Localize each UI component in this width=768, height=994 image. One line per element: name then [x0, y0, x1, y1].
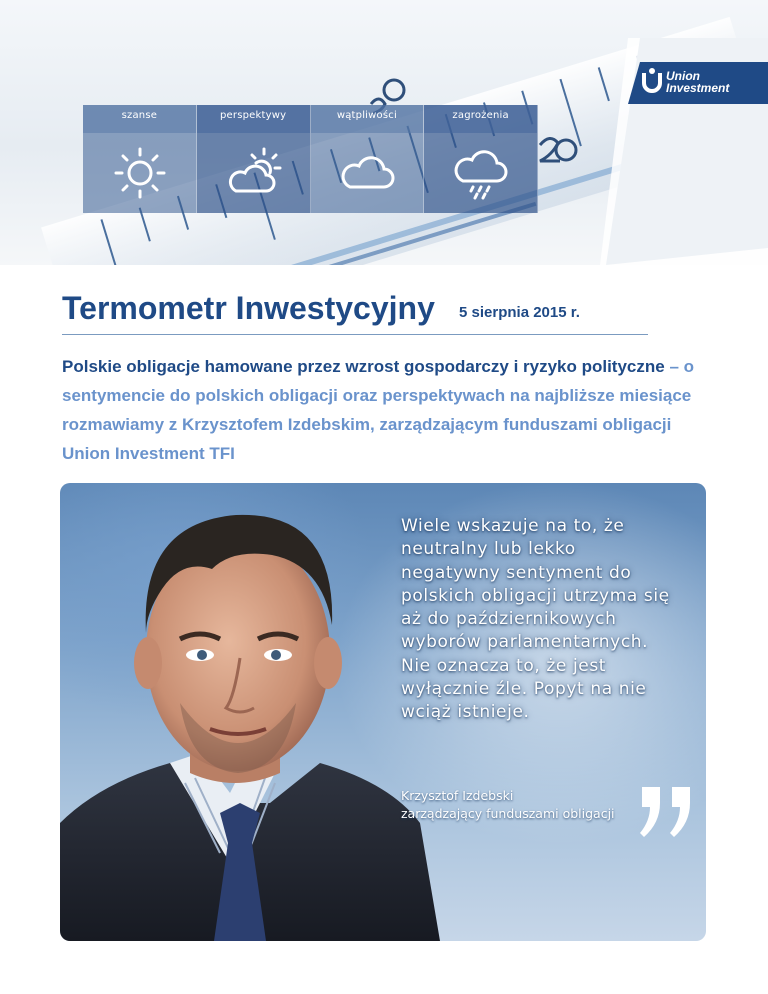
lead-paragraph: [62, 352, 712, 468]
weather-cell-doubts: [311, 105, 425, 213]
logo-line1: Union: [666, 69, 700, 83]
lead-body: – o sentymencie do polskich obligacji oraz perspektywach na najbliższe miesiące rozmawiamy z Krzysztofem Izdebskim, zarządzającym funduszami obligacji Union Investment TFI: [62, 357, 695, 463]
weather-label: perspektywy: [220, 110, 287, 121]
author-name: Krzysztof Izdebski: [401, 788, 514, 803]
thermometer-header: [0, 0, 768, 265]
lead-headline: Polskie obligacje hamowane przez wzrost gospodarczy i ryzyko polityczne: [62, 357, 665, 376]
publication-date: 5 sierpnia 2015 r.: [459, 304, 580, 321]
title-row: [62, 290, 648, 335]
sun-icon: [110, 143, 170, 203]
weather-label: zagrożenia: [452, 110, 509, 121]
closing-quote-icon: [638, 779, 698, 839]
sun-cloud-icon: [224, 143, 284, 203]
weather-label: wątpliwości: [336, 110, 397, 121]
weather-cell-perspectives: [197, 105, 311, 213]
page-title: Termometr Inwestycyjny: [62, 290, 435, 326]
weather-label: szanse: [121, 110, 158, 121]
logo-wordmark: [666, 70, 729, 94]
weather-cell-chances: [83, 105, 197, 213]
cloud-icon: [338, 143, 398, 203]
portrait-quote-panel: [60, 483, 706, 941]
pull-quote: Wiele wskazuje na to, że neutralny lub lekko negatywny sentyment do polskich obligacji utrzyma się aż do październikowych wyborów parlamentarnych. Nie oznacza to, że jest wyłącznie źle. Popyt na nie wciąż istnieje.: [401, 516, 670, 723]
weather-cell-threats: [424, 105, 538, 213]
weather-indicator-strip: [83, 105, 538, 213]
rain-cloud-icon: [451, 143, 511, 203]
quote-attribution: [401, 787, 661, 823]
author-role: zarządzający funduszami obligacji: [401, 806, 615, 821]
logo-line2: Investment: [666, 81, 730, 95]
